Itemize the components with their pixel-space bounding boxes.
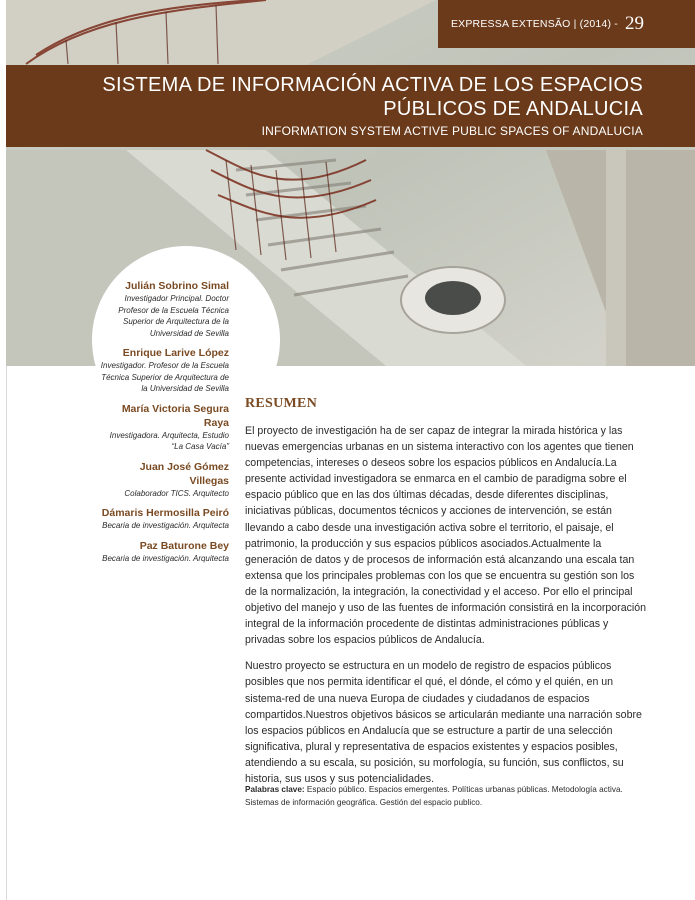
author-name: Julián Sobrino Simal bbox=[125, 280, 229, 292]
author-entry bbox=[100, 539, 229, 565]
author-name: María Victoria Segura Raya bbox=[121, 402, 229, 429]
abstract-paragraph: Nuestro proyecto se estructura en un modelo de registro de espacios públicos posibles que nos permita identificar el qué, el dónde, el cómo y el quién, en un sistema-red de una nueva Europa de ciudades y ciudadanos de espacios compartidos.Nuestros objetivos básicos se articularán mediante una narración sobre los espacios públicos en Andalucía que se estructure a partir de una selección significativa, plural y representativa de espacios existentes y espacios posibles, atendiendo a su escala, su posición, su morfología, su función, sus conflictos, su historia, sus usos y sus potencialidades. bbox=[245, 660, 642, 785]
article-title-english: INFORMATION SYSTEM ACTIVE PUBLIC SPACES OF ANDALUCIA bbox=[261, 124, 643, 138]
author-entry bbox=[100, 506, 229, 532]
author-name: Juan José Gómez Villegas bbox=[139, 460, 229, 487]
page-number: 29 bbox=[625, 13, 644, 34]
keywords-label: Palabras clave: bbox=[245, 785, 305, 794]
author-entry bbox=[100, 460, 229, 500]
author-list bbox=[100, 279, 229, 571]
abstract-paragraph: El proyecto de investigación ha de ser capaz de integrar la mirada histórica y las nuevas emergencias urbanas en un sistema interactivo con los agentes que tienen competencias, intereses o deseos sobre los espacios públicos en Andalucía.La presente actividad investigadora se enmarca en el cambio de paradigma sobre el espacio público que en las dos últimas décadas, desde diferentes disciplinas, iniciativas públicas, documentos técnicos y acciones de intervención, se están llevando a cabo desde una investigación activa sobre el territorio, el paisaje, el patrimonio, la producción y sus espacios públicos asociados.Actualmente la generación de datos y de procesos de información está alcanzando una escala tan extensa que los principales problemas con los que se encuentra su gestión son los de la normalización, la integración, la conectividad y el acceso. Por ello el principal objetivo del manejo y uso de las fuentes de información consistirá en la incorporación integral de la información procedente de distintas administraciones públicas y privadas sobre los espacios públicos de Andalucía. bbox=[245, 425, 647, 647]
author-role: Investigador Principal. Doctor Profesor de la Escuela Técnica Superior de Arquitectura de la Universidad de Sevilla bbox=[118, 294, 229, 338]
author-role: Investigadora. Arquitecta, Estudio “La Casa Vacía” bbox=[109, 430, 229, 451]
author-role: Becaria de investigación. Arquitecta bbox=[102, 553, 229, 563]
author-entry bbox=[100, 346, 229, 395]
author-role: Colaborador TICS. Arquitecto bbox=[124, 488, 229, 498]
author-name: Paz Baturone Bey bbox=[139, 539, 229, 552]
author-entry bbox=[100, 279, 229, 339]
left-margin-rule bbox=[6, 366, 7, 900]
author-role: Becaria de investigación. Arquitecta bbox=[102, 521, 229, 530]
author-name: Enrique Larive López bbox=[122, 347, 229, 359]
author-entry bbox=[100, 402, 229, 453]
abstract-heading: RESUMEN bbox=[245, 396, 318, 411]
abstract-body bbox=[245, 423, 648, 797]
keywords-list: Espacio público. Espacios emergentes. Políticas urbanas públicas. Metodología activa. Sistemas de información geográfica. Gestión del espacio publico. bbox=[245, 785, 623, 807]
author-role: Investigador. Profesor de la Escuela Técnica Superior de Arquitectura de la Universidad de Sevilla bbox=[100, 361, 229, 393]
title-band bbox=[6, 65, 695, 147]
keywords bbox=[245, 783, 648, 809]
article-title: SISTEMA DE INFORMACIÓN ACTIVA DE LOS ESPACIOS PÚBLICOS DE ANDALUCIA bbox=[102, 74, 643, 120]
author-name: Dámaris Hermosilla Peiró bbox=[101, 507, 229, 519]
journal-name: EXPRESSA EXTENSÃO | (2014) - bbox=[450, 18, 618, 30]
